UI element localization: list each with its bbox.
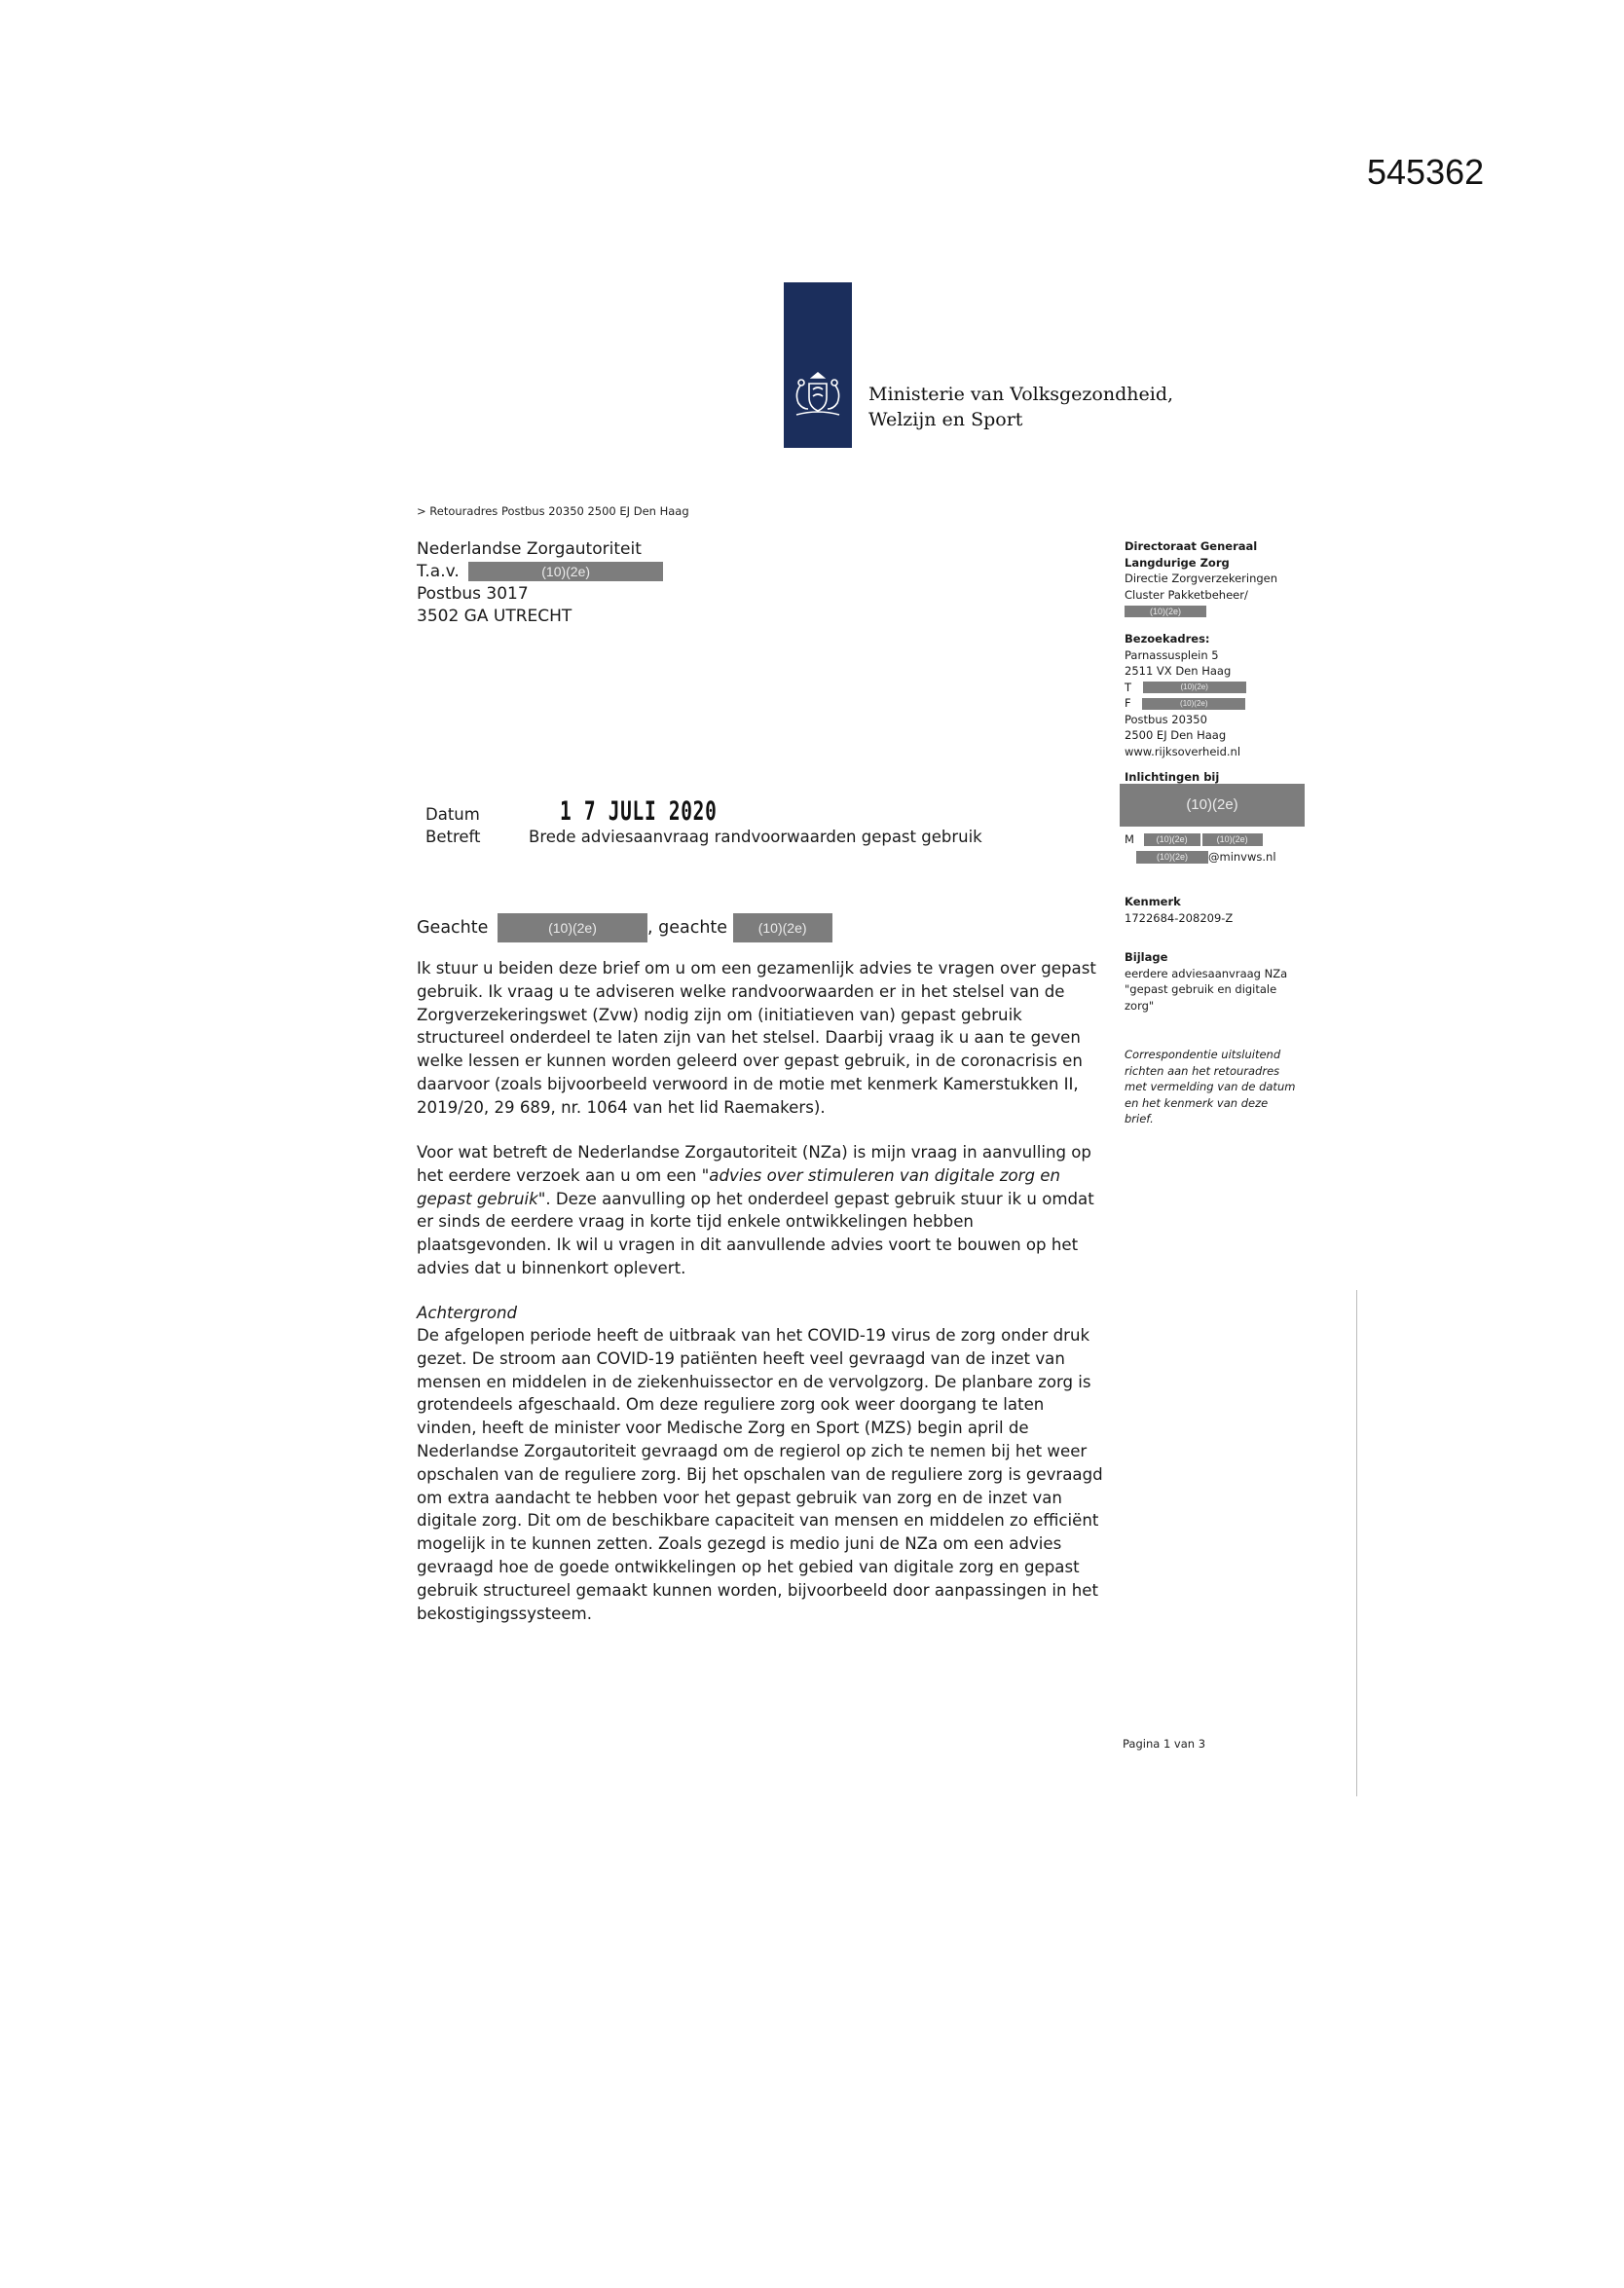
note-line: Correspondentie uitsluitend	[1125, 1048, 1281, 1061]
body-paragraph: Ik stuur u beiden deze brief om u om een gezamenlijk advies te vragen over gepast gebruik. Ik vraag u te adviseren welke randvoorwaarden er in het stelsel van de Zorgverzekeringswet (Zvw) nodig zijn om (initiatieven van) gepast gebruik structureel onderdeel te laten zijn van het stelsel. Daarbij vraag ik u aan te geven welke lessen er kunnen worden geleerd over gepast gebruik, in de coronacrisis en daarvoor (zoals bijvoorbeeld verwoord in de motie met kenmerk Kamerstukken II, 2019/20, 29 689, nr. 1064 van het lid Raemakers).	[417, 959, 1096, 1117]
recipient-postbus: Postbus 3017	[417, 584, 529, 604]
note-line: met vermelding van de datum	[1125, 1080, 1296, 1093]
mobile-line	[1125, 831, 1263, 848]
redaction-box: (10)(2e)	[1143, 682, 1246, 693]
reference	[1125, 894, 1233, 926]
coat-of-arms-icon	[791, 370, 845, 423]
fax-line	[1125, 695, 1246, 712]
redaction-box: (10)(2e)	[1202, 833, 1263, 846]
redaction-box: (10)(2e)	[1120, 784, 1305, 827]
redaction-box: (10)(2e)	[1136, 851, 1208, 864]
note-line: en het kenmerk van deze	[1125, 1095, 1269, 1110]
visit-street: Parnassusplein 5	[1125, 647, 1219, 662]
attachment-label: Bijlage	[1125, 950, 1168, 964]
return-address: > Retouradres Postbus 20350 2500 EJ Den Haag	[417, 504, 689, 518]
recipient-city: 3502 GA UTRECHT	[417, 607, 572, 626]
note-line: brief.	[1125, 1112, 1154, 1126]
dept-line: Langdurige Zorg	[1125, 555, 1230, 570]
attachment	[1125, 949, 1287, 1014]
sender-department	[1125, 538, 1277, 619]
body-paragraph: De afgelopen periode heeft de uitbraak van het COVID-19 virus de zorg onder druk gezet. De stroom aan COVID-19 patiënten heeft veel gevraagd van de inzet van mensen en middelen in de ziekenhuissector en de vervolgzorg. De planbare zorg is grotendeels afgeschaald. Om deze reguliere zorg ook weer doorgang te laten vinden, heeft de minister voor Medische Zorg en Sport (MZS) begin april de Nederlandse Zorgautoriteit gevraagd om de regierol op zich te nemen bij het weer opschalen van de reguliere zorg. Bij het opschalen van de reguliere zorg is gevraagd om extra aandacht te hebben voor het gepast gebruik van zorg en de inzet van digitale zorg. Dit om de beschikbare capaciteit van mensen en middelen zo efficiënt mogelijk in te kunnen zetten. Zoals gezegd is medio juni de NZa om een advies gevraagd hoe de goede ontwikkelingen op het gebied van digitale zorg en gepast gebruik structureel gemaakt kunnen worden, bijvoorbeeld door aanpassingen in het bekostigingssysteem.	[417, 1326, 1103, 1623]
visit-city: 2511 VX Den Haag	[1125, 664, 1232, 678]
salutation-word: , geachte	[646, 918, 728, 938]
redaction-box: (10)(2e)	[1125, 606, 1206, 617]
fax-label: F	[1125, 696, 1131, 710]
subject-value: Brede adviesaanvraag randvoorwaarden gepast gebruik	[529, 828, 982, 846]
dept-line: Cluster Pakketbeheer/	[1125, 587, 1248, 602]
phone-label: T	[1125, 680, 1132, 694]
dept-line: Directoraat Generaal	[1125, 539, 1258, 553]
scan-edge-line	[1356, 1290, 1357, 1796]
date-stamp: 1 7 JULI 2020	[560, 796, 718, 827]
ministry-logo	[784, 282, 852, 448]
ministry-name-line2: Welzijn en Sport	[868, 409, 1023, 430]
salutation	[417, 913, 832, 942]
visit-label: Bezoekadres:	[1125, 632, 1210, 646]
redaction-box: (10)(2e)	[1142, 698, 1245, 710]
visit-address	[1125, 631, 1246, 759]
redaction-box: (10)(2e)	[468, 562, 663, 581]
salutation-word: Geachte	[417, 918, 489, 938]
website-link[interactable]: www.rijksoverheid.nl	[1125, 744, 1241, 758]
attachment-line: "gepast gebruik en digitale	[1125, 982, 1277, 996]
mobile-label: M	[1125, 832, 1134, 846]
email-suffix: @minvws.nl	[1208, 850, 1276, 864]
correspondence-note	[1125, 1047, 1295, 1127]
ref-value: 1722684-208209-Z	[1125, 910, 1234, 925]
dept-line: Directie Zorgverzekeringen	[1125, 572, 1278, 585]
attn-label: T.a.v.	[417, 562, 460, 581]
quoted-title: "advies over stimuleren van digitale zorg en gepast gebruik"	[417, 1165, 1060, 1208]
note-line: richten aan het retouradres	[1125, 1063, 1280, 1078]
paragraph-text: Voor wat betreft de Nederlandse Zorgautoriteit (NZa) is mijn vraag in aanvulling op het eerdere verzoek aan u om een	[417, 1143, 1091, 1185]
page-number: Pagina 1 van 3	[1123, 1737, 1206, 1751]
body-paragraph	[417, 1141, 1108, 1280]
redaction-box: (10)(2e)	[733, 913, 832, 942]
subject-label: Betreft	[425, 828, 481, 846]
recipient-org: Nederlandse Zorgautoriteit	[417, 539, 642, 559]
paragraph-text: . Deze aanvulling op het onderdeel gepast gebruik stuur ik u omdat er sinds de eerdere vraag in korte tijd enkele ontwikkelingen hebben plaatsgevonden. Ik wil u vragen in dit aanvullende advies voort te bouwen op het advies dat u binnenkort oplevert.	[417, 1189, 1094, 1277]
ref-label: Kenmerk	[1125, 895, 1181, 908]
post-city: 2500 EJ Den Haag	[1125, 728, 1227, 742]
recipient-attn	[417, 561, 663, 583]
ministry-name-line1: Ministerie van Volksgezondheid,	[868, 384, 1174, 405]
info-label: Inlichtingen bij	[1125, 770, 1220, 784]
attachment-line: zorg"	[1125, 998, 1155, 1013]
post-box: Postbus 20350	[1125, 712, 1207, 726]
redaction-box: (10)(2e)	[498, 913, 647, 942]
section-heading: Achtergrond	[417, 1304, 518, 1322]
email-line	[1125, 849, 1276, 866]
recipient-address	[417, 538, 663, 628]
redaction-box: (10)(2e)	[1144, 833, 1200, 846]
document-number: 545362	[1367, 152, 1485, 192]
date-label: Datum	[425, 805, 480, 824]
phone-line	[1125, 680, 1246, 696]
ministry-name	[868, 382, 1173, 432]
attachment-line: eerdere adviesaanvraag NZa	[1125, 966, 1288, 980]
